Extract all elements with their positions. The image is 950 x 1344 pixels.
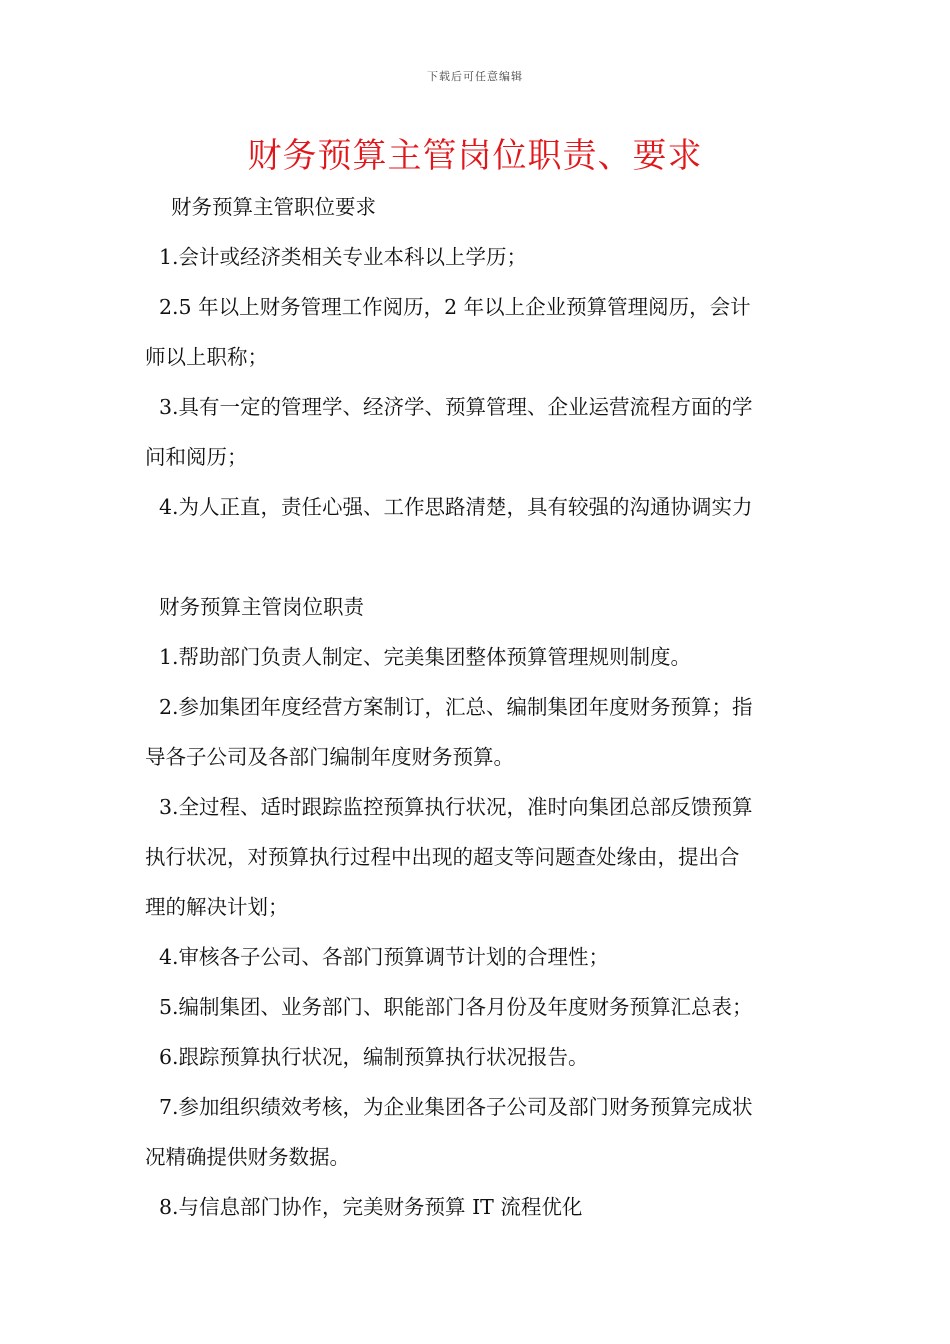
duty-line: 7.参加组织绩效考核，为企业集团各子公司及部门财务预算完成状 [159, 1095, 753, 1119]
header-note: 下载后可任意编辑 [427, 70, 523, 83]
duty-line: 况精确提供财务数据。 [145, 1145, 350, 1169]
requirement-line: 师以上职称； [145, 345, 268, 369]
duty-line: 4.审核各子公司、各部门预算调节计划的合理性； [159, 945, 610, 969]
section-spacer [145, 532, 810, 582]
requirement-line: 4.为人正直，责任心强、工作思路清楚，具有较强的沟通协调实力 [159, 495, 753, 519]
duty-line: 导各子公司及各部门编制年度财务预算。 [145, 745, 514, 769]
duty-line: 执行状况，对预算执行过程中出现的超支等问题查处缘由，提出合 [145, 845, 740, 869]
duty-line: 理的解决计划； [145, 895, 289, 919]
requirement-line: 3.具有一定的管理学、经济学、预算管理、企业运营流程方面的学 [159, 395, 753, 419]
requirement-line: 问和阅历； [145, 445, 248, 469]
duty-line: 8.与信息部门协作，完美财务预算 IT 流程优化 [159, 1195, 583, 1219]
duty-line: 3.全过程、适时跟踪监控预算执行状况，准时向集团总部反馈预算 [159, 795, 753, 819]
duty-line: 6.跟踪预算执行状况，编制预算执行状况报告。 [159, 1045, 589, 1069]
section-heading-duties: 财务预算主管岗位职责 [159, 595, 364, 619]
document-body [145, 182, 810, 1232]
duty-line: 1.帮助部门负责人制定、完美集团整体预算管理规则制度。 [159, 645, 692, 669]
requirement-line: 2.5 年以上财务管理工作阅历，2 年以上企业预算管理阅历，会计 [159, 295, 751, 319]
duty-line: 5.编制集团、业务部门、职能部门各月份及年度财务预算汇总表； [159, 995, 753, 1019]
section-heading-requirements: 财务预算主管职位要求 [171, 195, 376, 219]
duty-line: 2.参加集团年度经营方案制订，汇总、编制集团年度财务预算；指 [159, 695, 753, 719]
document-title: 财务预算主管岗位职责、要求 [247, 136, 703, 176]
requirement-line: 1.会计或经济类相关专业本科以上学历； [159, 245, 528, 269]
